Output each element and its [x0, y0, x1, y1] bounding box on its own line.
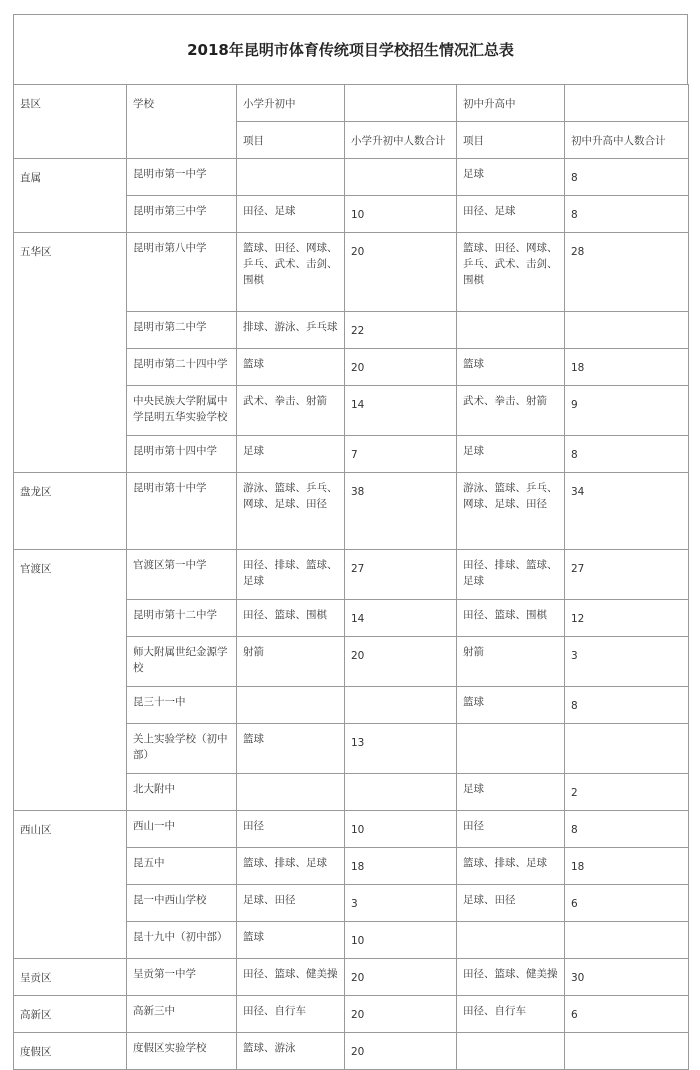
- school-cell: 昆明市第十二中学: [127, 600, 237, 637]
- district-cell: 西山区: [14, 811, 127, 959]
- primary-project-cell: 篮球: [237, 349, 345, 386]
- district-cell: 盘龙区: [14, 473, 127, 550]
- table-row: [14, 811, 689, 848]
- middle-project-cell: 足球: [457, 436, 565, 473]
- school-cell: 昆明市第一中学: [127, 159, 237, 196]
- primary-project-cell: 田径、篮球、健美操: [237, 959, 345, 996]
- school-cell: 昆明市第二十四中学: [127, 349, 237, 386]
- school-cell: 呈贡第一中学: [127, 959, 237, 996]
- primary-count-cell: 10: [345, 811, 457, 848]
- school-cell: 西山一中: [127, 811, 237, 848]
- school-cell: 昆明市第十中学: [127, 473, 237, 550]
- header-district: 县区: [14, 85, 127, 159]
- header-middle-blank: [565, 85, 689, 122]
- primary-project-cell: [237, 159, 345, 196]
- primary-count-cell: [345, 774, 457, 811]
- header-primary-count: 小学升初中人数合计: [345, 122, 457, 159]
- school-cell: 昆十九中（初中部）: [127, 922, 237, 959]
- header-primary-group: 小学升初中: [237, 85, 345, 122]
- school-cell: 昆明市第十四中学: [127, 436, 237, 473]
- primary-project-cell: 田径: [237, 811, 345, 848]
- middle-project-cell: 田径: [457, 811, 565, 848]
- primary-count-cell: 20: [345, 233, 457, 312]
- table-row: [14, 1033, 689, 1070]
- school-cell: 北大附中: [127, 774, 237, 811]
- primary-count-cell: 20: [345, 1033, 457, 1070]
- middle-project-cell: 田径、排球、篮球、足球: [457, 550, 565, 600]
- middle-project-cell: [457, 312, 565, 349]
- middle-count-cell: 30: [565, 959, 689, 996]
- primary-project-cell: 篮球、田径、网球、乒乓、武术、击剑、围棋: [237, 233, 345, 312]
- header-middle-count: 初中升高中人数合计: [565, 122, 689, 159]
- middle-project-cell: 篮球、排球、足球: [457, 848, 565, 885]
- middle-count-cell: [565, 1033, 689, 1070]
- primary-project-cell: 田径、排球、篮球、足球: [237, 550, 345, 600]
- district-cell: 官渡区: [14, 550, 127, 811]
- primary-count-cell: 14: [345, 386, 457, 436]
- middle-count-cell: 2: [565, 774, 689, 811]
- primary-count-cell: 20: [345, 959, 457, 996]
- middle-project-cell: [457, 1033, 565, 1070]
- summary-document: [13, 14, 688, 1070]
- school-cell: 中央民族大学附属中学昆明五华实验学校: [127, 386, 237, 436]
- primary-count-cell: 7: [345, 436, 457, 473]
- primary-project-cell: 田径、足球: [237, 196, 345, 233]
- primary-project-cell: 游泳、篮球、乒乓、网球、足球、田径: [237, 473, 345, 550]
- middle-count-cell: [565, 312, 689, 349]
- middle-project-cell: [457, 724, 565, 774]
- primary-count-cell: 20: [345, 637, 457, 687]
- primary-count-cell: 38: [345, 473, 457, 550]
- header-primary-blank: [345, 85, 457, 122]
- school-cell: 高新三中: [127, 996, 237, 1033]
- primary-count-cell: 13: [345, 724, 457, 774]
- primary-project-cell: 篮球: [237, 724, 345, 774]
- middle-count-cell: [565, 922, 689, 959]
- middle-project-cell: 游泳、篮球、乒乓、网球、足球、田径: [457, 473, 565, 550]
- primary-count-cell: 3: [345, 885, 457, 922]
- middle-count-cell: 8: [565, 687, 689, 724]
- school-cell: 昆一中西山学校: [127, 885, 237, 922]
- table-row: [14, 473, 689, 550]
- district-cell: 度假区: [14, 1033, 127, 1070]
- district-cell: 呈贡区: [14, 959, 127, 996]
- primary-project-cell: 射箭: [237, 637, 345, 687]
- primary-count-cell: 10: [345, 196, 457, 233]
- primary-count-cell: 18: [345, 848, 457, 885]
- primary-project-cell: 篮球、排球、足球: [237, 848, 345, 885]
- middle-count-cell: 3: [565, 637, 689, 687]
- primary-count-cell: 10: [345, 922, 457, 959]
- district-cell: 五华区: [14, 233, 127, 473]
- table-row: [14, 959, 689, 996]
- middle-count-cell: 8: [565, 196, 689, 233]
- primary-count-cell: 27: [345, 550, 457, 600]
- school-cell: 官渡区第一中学: [127, 550, 237, 600]
- table-title: 2018年昆明市体育传统项目学校招生情况汇总表: [13, 14, 688, 84]
- district-cell: 直属: [14, 159, 127, 233]
- school-cell: 昆明市第二中学: [127, 312, 237, 349]
- school-cell: 度假区实验学校: [127, 1033, 237, 1070]
- middle-project-cell: 篮球、田径、网球、乒乓、武术、击剑、围棋: [457, 233, 565, 312]
- middle-project-cell: 武术、拳击、射箭: [457, 386, 565, 436]
- primary-count-cell: [345, 687, 457, 724]
- school-cell: 昆五中: [127, 848, 237, 885]
- primary-count-cell: 14: [345, 600, 457, 637]
- primary-project-cell: 篮球、游泳: [237, 1033, 345, 1070]
- middle-count-cell: 27: [565, 550, 689, 600]
- school-cell: 昆明市第三中学: [127, 196, 237, 233]
- primary-project-cell: 足球、田径: [237, 885, 345, 922]
- table-row: [14, 159, 689, 196]
- middle-count-cell: 28: [565, 233, 689, 312]
- middle-project-cell: 田径、足球: [457, 196, 565, 233]
- table-row: [14, 996, 689, 1033]
- primary-project-cell: 排球、游泳、乒乓球: [237, 312, 345, 349]
- middle-count-cell: 18: [565, 349, 689, 386]
- primary-project-cell: 武术、拳击、射箭: [237, 386, 345, 436]
- header-row-1: [14, 85, 689, 122]
- header-primary-project: 项目: [237, 122, 345, 159]
- middle-project-cell: 田径、篮球、健美操: [457, 959, 565, 996]
- middle-project-cell: 足球: [457, 774, 565, 811]
- middle-count-cell: 6: [565, 996, 689, 1033]
- middle-count-cell: 8: [565, 159, 689, 196]
- middle-count-cell: 34: [565, 473, 689, 550]
- middle-project-cell: 足球、田径: [457, 885, 565, 922]
- school-cell: 关上实验学校（初中部）: [127, 724, 237, 774]
- middle-count-cell: 18: [565, 848, 689, 885]
- middle-project-cell: 田径、自行车: [457, 996, 565, 1033]
- table-row: [14, 550, 689, 600]
- primary-project-cell: 篮球: [237, 922, 345, 959]
- middle-project-cell: 射箭: [457, 637, 565, 687]
- school-cell: 昆三十一中: [127, 687, 237, 724]
- district-cell: 高新区: [14, 996, 127, 1033]
- school-cell: 昆明市第八中学: [127, 233, 237, 312]
- primary-count-cell: 20: [345, 349, 457, 386]
- primary-project-cell: 田径、自行车: [237, 996, 345, 1033]
- primary-project-cell: 足球: [237, 436, 345, 473]
- primary-project-cell: [237, 687, 345, 724]
- middle-project-cell: 田径、篮球、围棋: [457, 600, 565, 637]
- middle-project-cell: 篮球: [457, 349, 565, 386]
- primary-project-cell: 田径、篮球、围棋: [237, 600, 345, 637]
- primary-project-cell: [237, 774, 345, 811]
- middle-count-cell: 9: [565, 386, 689, 436]
- middle-count-cell: 8: [565, 436, 689, 473]
- header-middle-group: 初中升高中: [457, 85, 565, 122]
- header-middle-project: 项目: [457, 122, 565, 159]
- primary-count-cell: 22: [345, 312, 457, 349]
- table-row: [14, 233, 689, 312]
- enrollment-table: [13, 84, 689, 1070]
- middle-project-cell: [457, 922, 565, 959]
- middle-count-cell: 6: [565, 885, 689, 922]
- school-cell: 师大附属世纪金源学校: [127, 637, 237, 687]
- middle-count-cell: [565, 724, 689, 774]
- middle-project-cell: 足球: [457, 159, 565, 196]
- header-school: 学校: [127, 85, 237, 159]
- middle-project-cell: 篮球: [457, 687, 565, 724]
- primary-count-cell: 20: [345, 996, 457, 1033]
- middle-count-cell: 8: [565, 811, 689, 848]
- middle-count-cell: 12: [565, 600, 689, 637]
- primary-count-cell: [345, 159, 457, 196]
